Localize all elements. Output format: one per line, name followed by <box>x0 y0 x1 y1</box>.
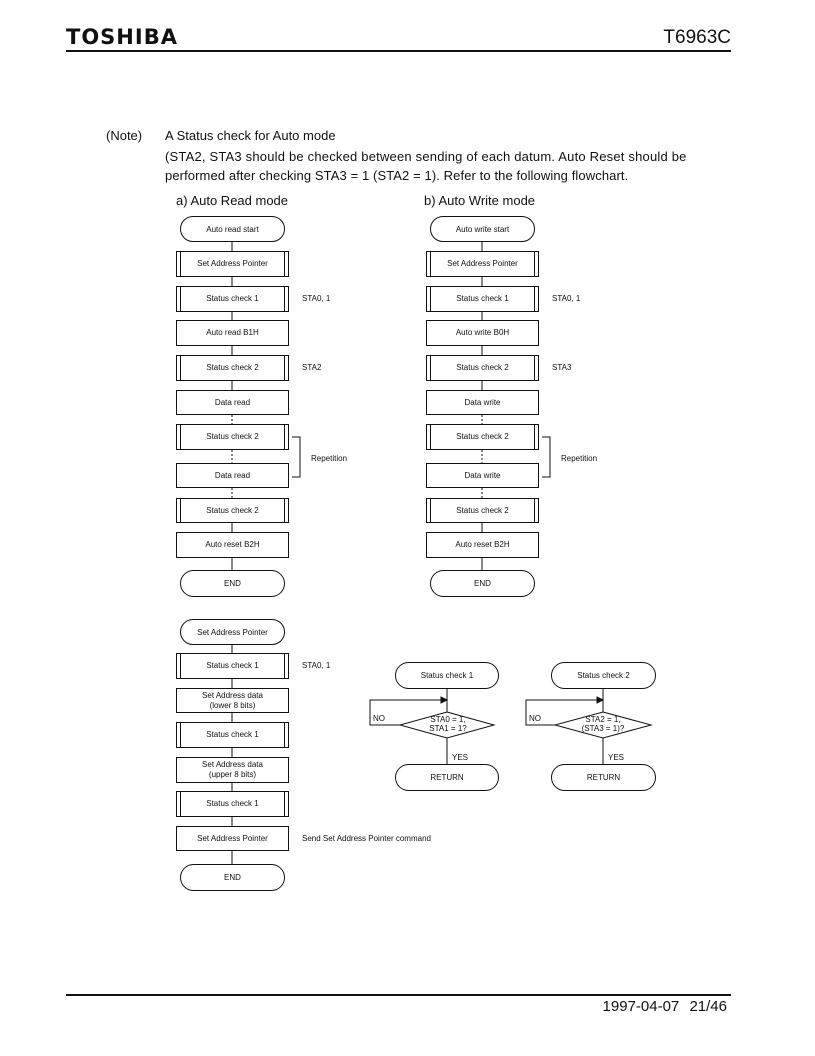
address-status1c-box <box>176 791 289 817</box>
read-status2b-label: Status check 2 <box>206 432 259 441</box>
read-status2c-label: Status check 2 <box>206 505 259 515</box>
footer-page: 21/46 <box>689 998 727 1015</box>
read-reset-label: Auto reset B2H <box>205 540 260 549</box>
read-status2b-box <box>176 424 289 450</box>
address-status1a-label: Status check 1 <box>206 661 259 670</box>
write-status1-label: Status check 1 <box>456 294 509 303</box>
address-cmd-note: Send Set Address Pointer command <box>302 834 431 843</box>
read-set-pointer-label: Set Address Pointer <box>197 259 268 268</box>
write-sta01-note: STA0, 1 <box>552 294 581 303</box>
write-sta-note: STA3 <box>552 363 572 372</box>
write-data1-box <box>426 390 539 415</box>
auto-write-start-label: Auto write start <box>455 224 510 234</box>
brand-logo: TOSHIBA <box>66 25 178 49</box>
write-end-label: END <box>474 579 491 588</box>
write-cmd-box <box>426 320 539 346</box>
footer-rule <box>66 994 731 996</box>
read-status2c-box <box>176 498 289 523</box>
write-status2c-label: Status check 2 <box>456 505 509 515</box>
sc2-return-terminal <box>551 764 656 791</box>
address-start-label: Set Address Pointer <box>197 627 268 637</box>
sc1-condition: STA0 = 1, STA1 = 1? <box>429 715 467 733</box>
address-sta01-note: STA0, 1 <box>302 661 331 670</box>
address-status1c-label: Status check 1 <box>206 799 259 808</box>
read-end-label: END <box>224 579 241 588</box>
read-status2a-label: Status check 2 <box>206 363 259 372</box>
write-status2c-box <box>426 498 539 523</box>
write-cmd-label: Auto write B0H <box>455 328 510 337</box>
auto-read-start-terminal <box>180 216 285 242</box>
read-reset-box <box>176 532 289 558</box>
write-set-pointer-label: Set Address Pointer <box>447 259 518 268</box>
sc1-start-terminal <box>395 662 499 689</box>
write-reset-box <box>426 532 539 558</box>
auto-write-title: b) Auto Write mode <box>424 193 536 208</box>
sc1-return-terminal <box>395 764 499 791</box>
sc1-return-label: RETURN <box>430 773 464 782</box>
read-data2-label: Data read <box>214 470 251 480</box>
address-status1b-box <box>176 722 289 748</box>
read-sta-note: STA2 <box>302 363 322 372</box>
note-line-2: performed after checking STA3 = 1 (STA2 = 1). Refer to the following flowchart. <box>165 168 629 183</box>
address-data-high-box <box>176 757 289 783</box>
read-sta01-note: STA0, 1 <box>302 294 331 303</box>
read-data1-label: Data read <box>214 397 251 407</box>
write-status1-box <box>426 286 539 312</box>
read-cmd-label: Auto read B1H <box>206 328 259 337</box>
write-end-terminal <box>430 570 535 597</box>
write-reset-label: Auto reset B2H <box>455 540 510 549</box>
read-status1-box <box>176 286 289 312</box>
sc2-no-label: NO <box>529 714 541 723</box>
note-tag: (Note) <box>106 128 143 143</box>
sc1-no-label: NO <box>373 714 385 723</box>
note-line-1: (STA2, STA3 should be checked between sending of each datum. Auto Reset should be <box>165 149 687 164</box>
auto-write-start-terminal <box>430 216 535 242</box>
sc1-start-label: Status check 1 <box>420 671 474 680</box>
address-set-pointer-box <box>176 826 289 851</box>
note-title: A Status check for Auto mode <box>165 128 336 143</box>
auto-read-start-label: Auto read start <box>206 224 259 234</box>
part-number: T6963C <box>663 27 731 48</box>
address-data-low-label: Set Address data (lower 8 bits) <box>202 690 263 710</box>
sc2-start-label: Status check 2 <box>577 671 630 680</box>
write-status2a-box <box>426 355 539 381</box>
read-set-pointer-box <box>176 251 289 277</box>
write-status2a-label: Status check 2 <box>456 363 509 372</box>
write-repetition-label: Repetition <box>561 454 598 463</box>
read-cmd-box <box>176 320 289 346</box>
write-data1-label: Data write <box>464 397 501 407</box>
read-data1-box <box>176 390 289 415</box>
sc2-yes-label: YES <box>608 753 625 762</box>
address-status1a-box <box>176 653 289 679</box>
address-set-pointer-label: Set Address Pointer <box>197 833 268 843</box>
read-data2-box <box>176 463 289 488</box>
footer <box>603 998 727 1015</box>
sc2-start-terminal <box>551 662 656 689</box>
write-data2-box <box>426 463 539 488</box>
write-status2b-label: Status check 2 <box>456 432 509 441</box>
sc2-condition: STA2 = 1, (STA3 = 1)? <box>581 715 625 733</box>
sc1-yes-label: YES <box>452 753 469 762</box>
write-set-pointer-box <box>426 251 539 277</box>
address-data-high-label: Set Address data (upper 8 bits) <box>202 760 263 779</box>
write-data2-label: Data write <box>464 470 501 480</box>
address-status1b-label: Status check 1 <box>206 730 259 739</box>
read-status1-label: Status check 1 <box>206 294 259 303</box>
auto-read-title: a) Auto Read mode <box>176 193 289 208</box>
footer-date: 1997-04-07 <box>602 998 680 1015</box>
address-end-terminal <box>180 864 285 891</box>
address-data-low-box <box>176 688 289 713</box>
read-status2a-box <box>176 355 289 381</box>
sc2-return-label: RETURN <box>586 773 621 782</box>
read-repetition-label: Repetition <box>311 454 348 463</box>
address-end-label: END <box>224 873 241 882</box>
read-end-terminal <box>180 570 285 597</box>
write-status2b-box <box>426 424 539 450</box>
address-start-terminal <box>180 619 285 645</box>
